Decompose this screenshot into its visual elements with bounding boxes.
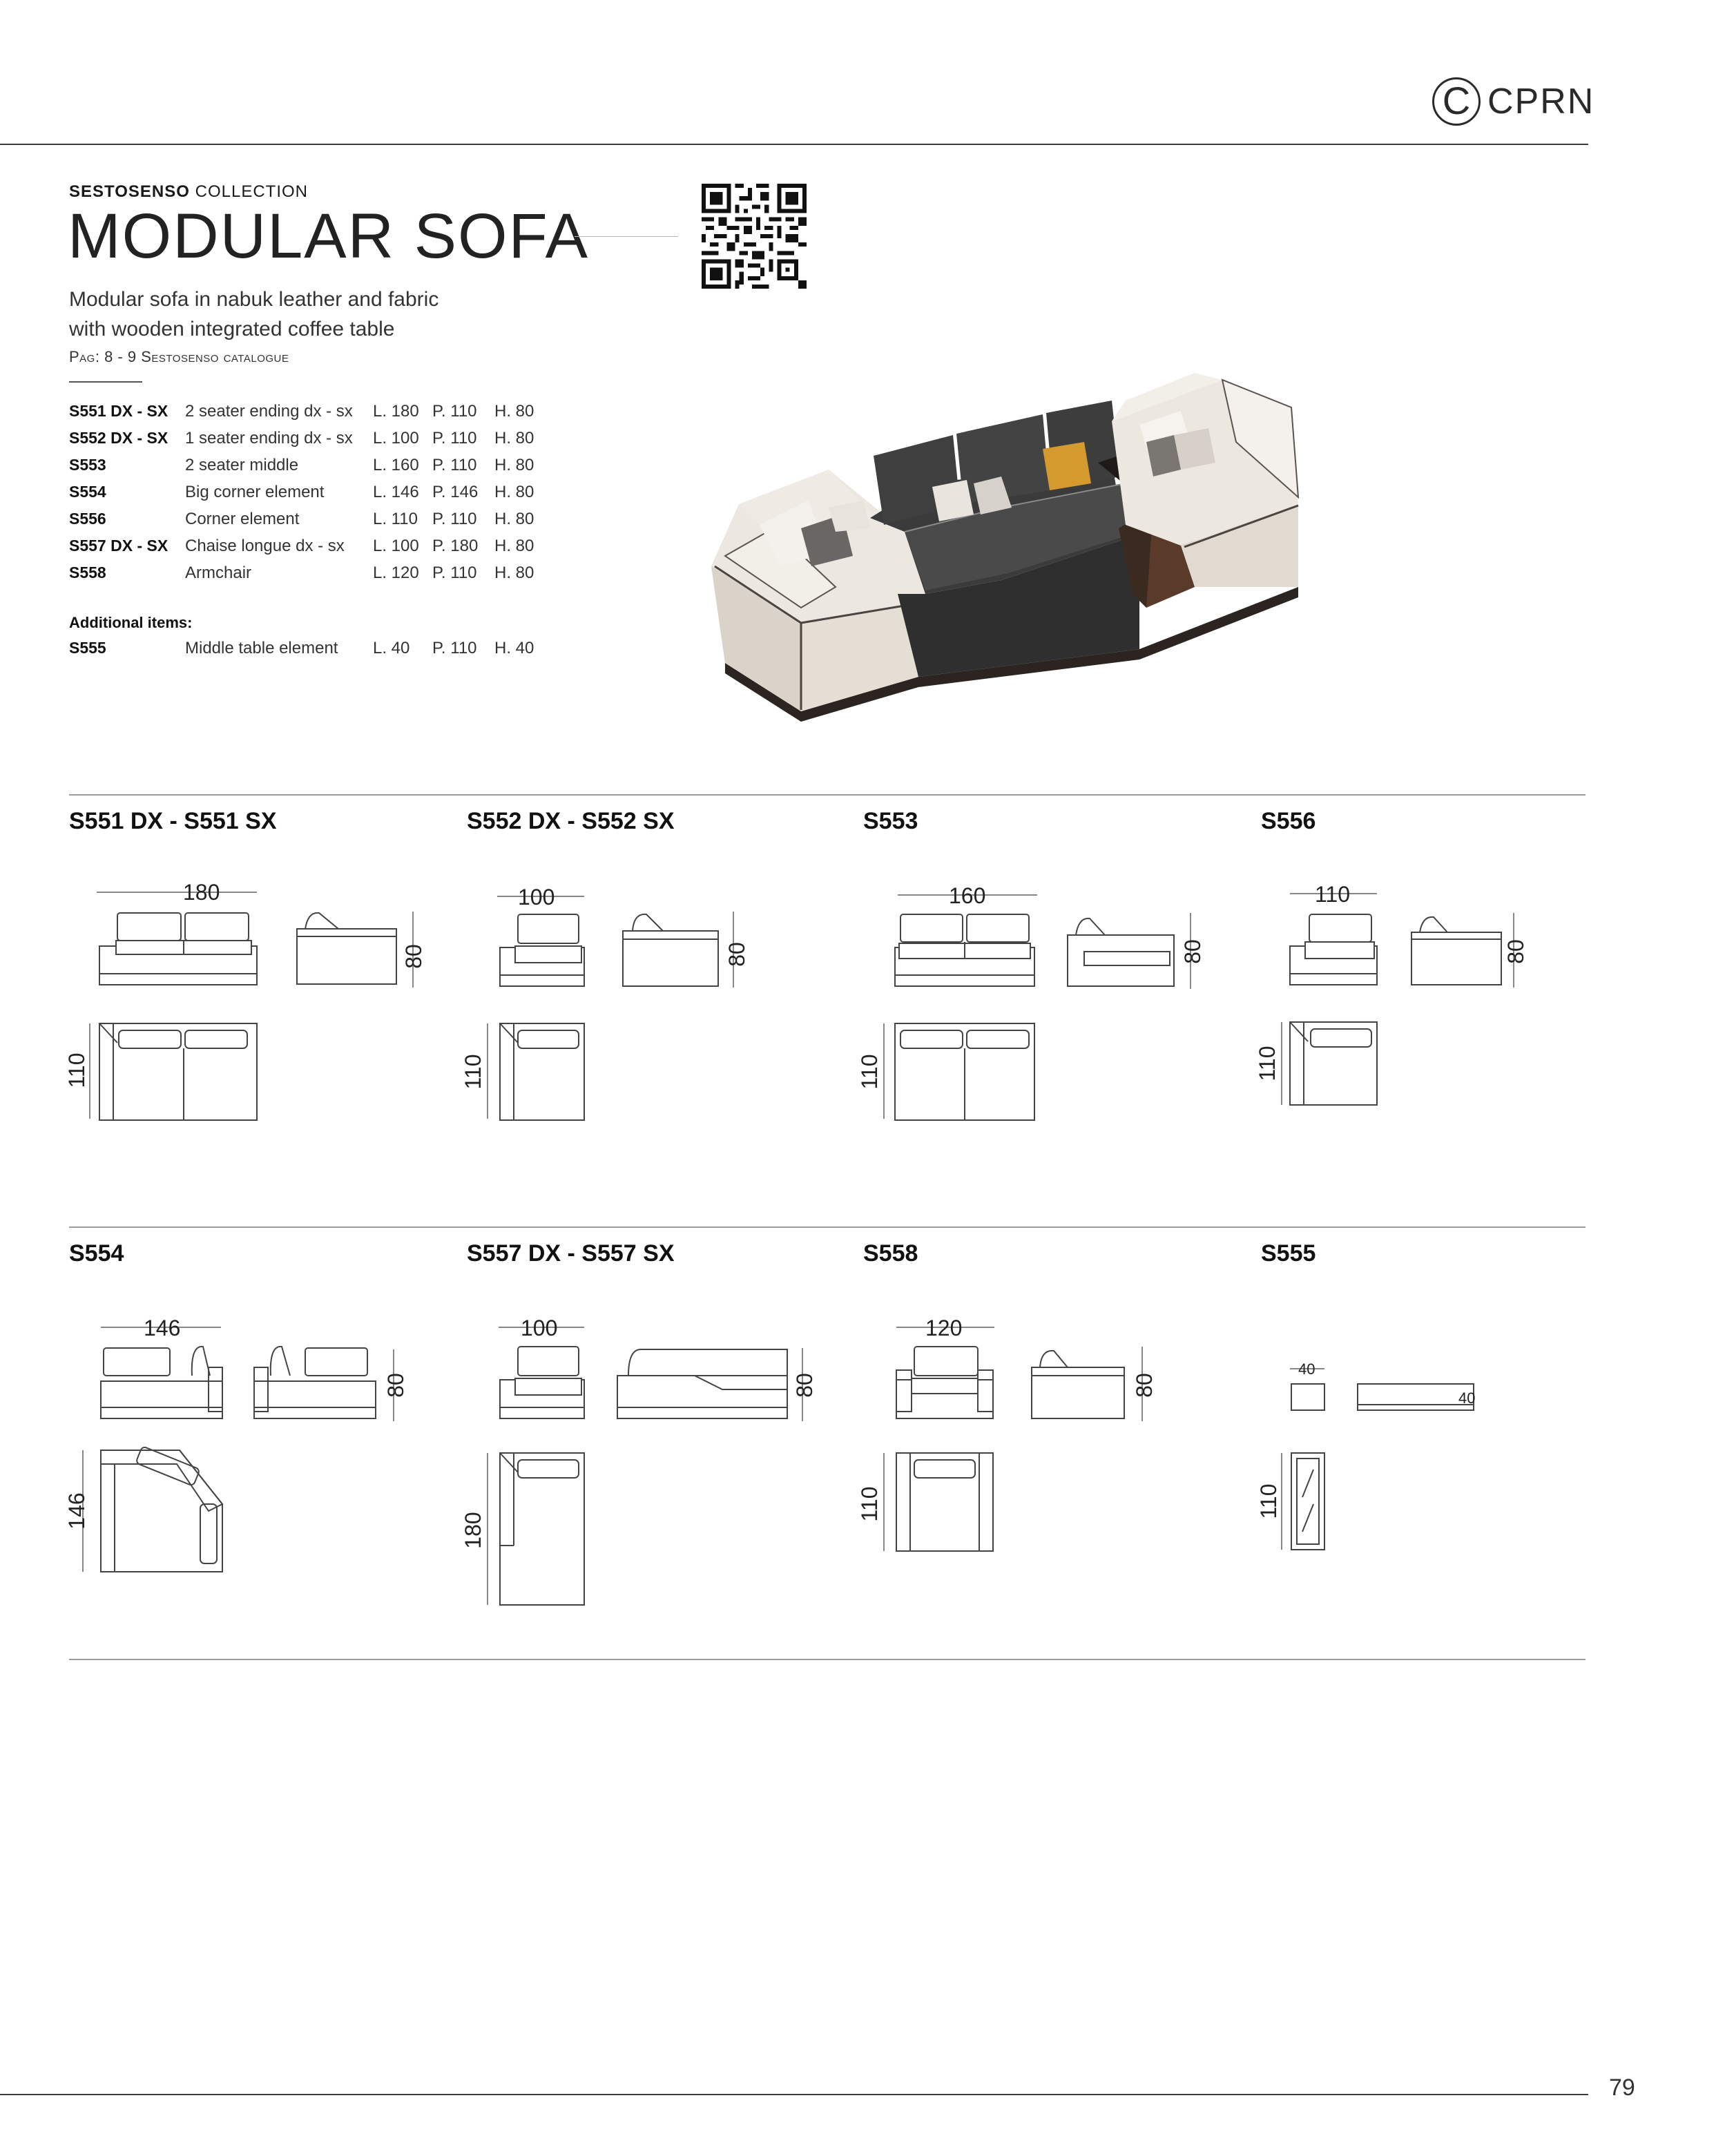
technical-drawing-s556 xyxy=(1254,870,1579,1146)
depth-dimension: 110 xyxy=(64,1052,89,1088)
logo-text: CPRN xyxy=(1487,81,1595,122)
section-title-s551: S551 DX - S551 SX xyxy=(69,808,277,834)
qr-code[interactable] xyxy=(702,184,807,289)
depth-dimension: 180 xyxy=(461,1512,485,1549)
section-title-s556: S556 xyxy=(1261,808,1316,834)
section-title-s557: S557 DX - S557 SX xyxy=(467,1240,675,1267)
additional-items-heading: Additional items: xyxy=(69,614,193,631)
height-dimension: 80 xyxy=(1132,1373,1157,1398)
depth-dimension: 110 xyxy=(1256,1483,1281,1519)
height-dimension: 80 xyxy=(792,1373,817,1398)
page-title: MODULAR SOFA xyxy=(68,201,590,271)
width-dimension: 180 xyxy=(183,880,220,905)
spec-table xyxy=(69,398,550,662)
catalogue-reference: Pag: 8 - 9 Sestosenso catalogue xyxy=(69,348,289,365)
header-divider xyxy=(0,144,1588,145)
spec-row: S556 Corner element L. 110 P. 110 H. 80 xyxy=(69,509,534,528)
technical-drawing-s552 xyxy=(460,870,847,1146)
width-dimension: 146 xyxy=(144,1316,181,1340)
spec-row: S552 DX - SX 1 seater ending dx - sx L. 100 P. 110 H. 80 xyxy=(69,428,534,447)
technical-drawing-s555 xyxy=(1254,1304,1579,1580)
spec-row: S558 Armchair L. 120 P. 110 H. 80 xyxy=(69,563,534,582)
width-dimension: 100 xyxy=(518,885,555,909)
width-dimension: 40 xyxy=(1298,1360,1316,1378)
technical-drawing-s557 xyxy=(460,1304,847,1621)
height-dimension: 80 xyxy=(383,1373,408,1398)
section-divider-3 xyxy=(69,1659,1586,1660)
spec-row: S555 Middle table element L. 40 P. 110 H. 40 xyxy=(69,638,534,657)
section-title-s552: S552 DX - S552 SX xyxy=(467,808,675,834)
section-title-s558: S558 xyxy=(863,1240,918,1267)
page-number: 79 xyxy=(1609,2075,1635,2101)
width-dimension: 100 xyxy=(521,1316,558,1340)
spec-row: S551 DX - SX 2 seater ending dx - sx L. 180 P. 110 H. 80 xyxy=(69,401,534,421)
depth-dimension: 146 xyxy=(64,1492,89,1530)
title-divider xyxy=(575,236,678,237)
section-title-s555: S555 xyxy=(1261,1240,1316,1267)
brand-logo xyxy=(1432,72,1598,131)
depth-dimension: 110 xyxy=(857,1486,882,1522)
technical-drawing-s551 xyxy=(62,870,449,1146)
height-dimension: 80 xyxy=(1180,939,1205,964)
spec-row: S554 Big corner element L. 146 P. 146 H. 80 xyxy=(69,482,534,501)
width-dimension: 160 xyxy=(949,883,986,908)
width-dimension: 110 xyxy=(1315,882,1351,907)
technical-drawing-s554 xyxy=(62,1304,449,1608)
height-dimension: 40 xyxy=(1458,1389,1476,1407)
product-description: Modular sofa in nabuk leather and fabric with wooden integrated coffee table xyxy=(69,288,439,340)
height-dimension: 80 xyxy=(724,942,749,967)
depth-dimension: 110 xyxy=(857,1054,882,1090)
section-divider-2 xyxy=(69,1226,1586,1228)
spec-row: S553 2 seater middle L. 160 P. 110 H. 80 xyxy=(69,455,534,474)
depth-dimension: 110 xyxy=(1255,1046,1280,1081)
footer-divider xyxy=(0,2094,1588,2095)
depth-dimension: 110 xyxy=(461,1054,485,1090)
section-divider-1 xyxy=(69,794,1586,796)
logo-mark: C xyxy=(1432,77,1481,126)
spec-row: S557 DX - SX Chaise longue dx - sx L. 100 P. 180 H. 80 xyxy=(69,536,534,555)
width-dimension: 120 xyxy=(925,1316,963,1340)
height-dimension: 80 xyxy=(1503,939,1528,964)
technical-drawing-s553 xyxy=(856,870,1243,1146)
collection-label: SESTOSENSO COLLECTION xyxy=(69,182,308,201)
section-title-s554: S554 xyxy=(69,1240,124,1267)
reference-divider xyxy=(69,381,142,383)
product-render xyxy=(697,359,1319,732)
height-dimension: 80 xyxy=(401,944,426,969)
technical-drawing-s558 xyxy=(856,1304,1243,1580)
section-title-s553: S553 xyxy=(863,808,918,834)
